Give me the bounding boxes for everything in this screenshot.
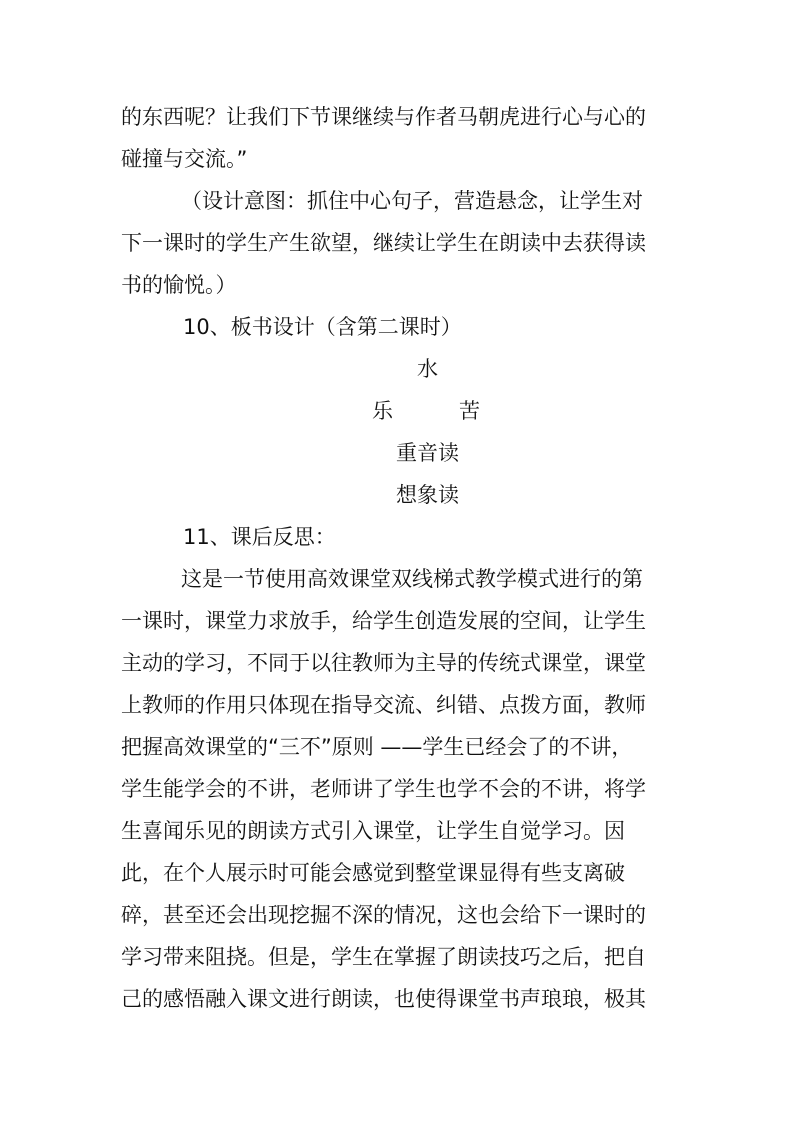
text-line: 书的愉悦。）: [121, 273, 237, 297]
text-line: 主动的学习，不同于以往教师为主导的传统式课堂，课堂: [121, 651, 646, 675]
text-line: 的东西呢？让我们下节课继续与作者马朝虎进行心与心的: [121, 105, 646, 129]
text-line: 己的感悟融入课文进行朗读，也使得课堂书声琅琅，极其: [121, 987, 646, 1011]
board-item-water: 水: [417, 357, 438, 381]
board-item-joy: 乐: [372, 399, 393, 423]
text-line: 学生能学会的不讲，老师讲了学生也学不会的不讲，将学: [121, 777, 646, 801]
text-line: 这是一节使用高效课堂双线梯式教学模式进行的第: [181, 567, 643, 591]
text-line: 碰撞与交流。”: [121, 147, 248, 171]
section-heading-reflection: 11、课后反思：: [183, 525, 336, 549]
text-line: 把握高效课堂的“三不”原则 ——学生已经会了的不讲，: [121, 735, 633, 759]
text-line: 下一课时的学生产生欲望，继续让学生在朗读中去获得读: [121, 231, 646, 255]
board-item-imagine-reading: 想象读: [396, 483, 459, 507]
text-line: 学习带来阻挠。但是，学生在掌握了朗读技巧之后，把自: [121, 945, 646, 969]
board-item-bitter: 苦: [459, 399, 480, 423]
board-row-joy-bitter: [0, 398, 794, 424]
text-line: 一课时，课堂力求放手，给学生创造发展的空间，让学生: [121, 609, 646, 633]
section-heading-board-design: 10、板书设计（含第二课时）: [183, 315, 462, 339]
design-intent-line: （设计意图：抓住中心句子，营造悬念，让学生对: [181, 189, 643, 213]
text-line: 生喜闻乐见的朗读方式引入课堂，让学生自觉学习。因: [121, 819, 625, 843]
text-line: 此，在个人展示时可能会感觉到整堂课显得有些支离破: [121, 861, 625, 885]
board-item-stress-reading: 重音读: [396, 441, 459, 465]
text-line: 碎，甚至还会出现挖掘不深的情况，这也会给下一课时的: [121, 903, 646, 927]
text-line: 上教师的作用只体现在指导交流、纠错、点拨方面，教师: [121, 693, 646, 717]
